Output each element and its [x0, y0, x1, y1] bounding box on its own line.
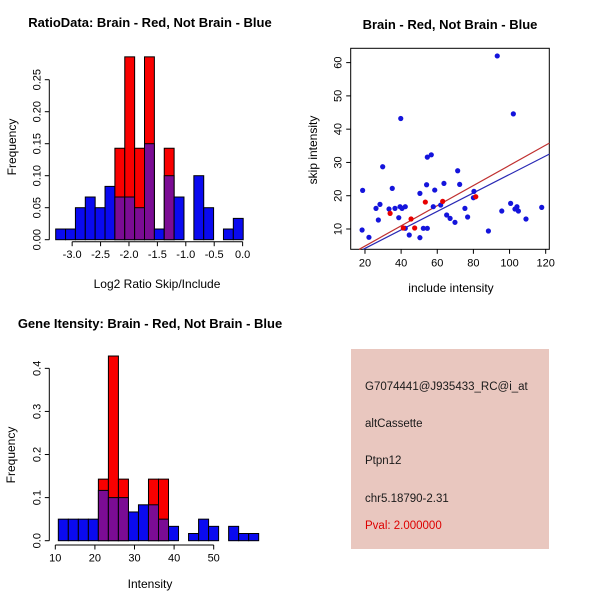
histogram-bar-blue — [233, 218, 243, 239]
scatter-yaxis-label: skip intensity — [306, 115, 320, 185]
axis-tick-label: 30 — [128, 552, 141, 565]
scatter-point-blue — [390, 186, 395, 191]
scatter-point-blue — [452, 220, 457, 225]
scatter-points — [359, 53, 544, 240]
histogram-bar-overlap — [164, 176, 174, 240]
histogram-bar-blue — [189, 534, 199, 541]
gene-info-panel — [300, 300, 600, 600]
histogram-bar-blue — [88, 519, 98, 541]
histogram-bar-overlap — [148, 505, 158, 541]
histogram-bar-blue — [194, 176, 204, 240]
scatter-point-blue — [429, 152, 434, 157]
histogram-bar-overlap — [98, 490, 108, 540]
y-axis — [333, 56, 351, 235]
scatter-point-blue — [495, 53, 500, 58]
axis-tick-label: 100 — [500, 257, 519, 270]
axis-tick-label: 0.10 — [31, 164, 44, 187]
histogram-bar-blue — [169, 526, 179, 540]
splice-type-text: altCassette — [365, 418, 423, 430]
scatter-point-blue — [447, 216, 452, 221]
histogram-bar-blue — [229, 526, 239, 540]
histogram-bar-blue — [78, 519, 88, 541]
scatter-point-blue — [386, 206, 391, 211]
regression-line-blue — [363, 154, 549, 249]
scatter-point-blue — [407, 232, 412, 237]
scatter-point-blue — [360, 188, 365, 193]
pvalue-text: Pval: 2.000000 — [365, 520, 442, 532]
gene-name-text: Ptpn12 — [365, 455, 402, 467]
axis-tick-label: -0.5 — [204, 249, 224, 262]
axis-tick-label: 20 — [358, 257, 372, 270]
y-axis — [31, 69, 49, 250]
axis-tick-label: 80 — [467, 257, 480, 270]
histogram-bar-overlap — [118, 498, 128, 541]
scatter-point-red — [440, 199, 445, 204]
scatter-point-blue — [396, 215, 401, 220]
scatter-point-blue — [380, 164, 385, 169]
scatter-point-blue — [486, 228, 491, 233]
ratio-yaxis-label: Frequency — [5, 118, 19, 176]
axis-tick-label: 0.4 — [31, 360, 44, 376]
scatter-canvas — [333, 48, 555, 269]
histogram-bar-blue — [223, 229, 233, 240]
scatter-point-blue — [417, 191, 422, 196]
axis-tick-label: 10 — [332, 222, 345, 236]
axis-tick-label: -2.5 — [91, 249, 111, 262]
scatter-point-blue — [523, 216, 528, 221]
scatter-point-red — [473, 194, 478, 199]
gene-histogram-plot — [0, 300, 300, 600]
scatter-panel — [300, 0, 600, 300]
histogram-bar-blue — [75, 208, 85, 240]
scatter-point-blue — [465, 214, 470, 219]
axis-tick-label: 0.0 — [234, 249, 251, 262]
histogram-bar-blue — [66, 229, 76, 240]
histogram-bar-blue — [239, 534, 249, 541]
histogram-bar-blue — [199, 519, 209, 541]
scatter-point-blue — [511, 111, 516, 116]
scatter-point-blue — [366, 235, 371, 240]
x-axis — [49, 545, 220, 565]
histogram-bar-overlap — [108, 498, 118, 541]
scatter-point-blue — [441, 181, 446, 186]
scatter-point-red — [423, 199, 428, 204]
axis-tick-label: 0.05 — [31, 196, 44, 219]
gene-yaxis-label: Frequency — [4, 426, 18, 484]
scatter-point-blue — [398, 116, 403, 121]
scatter-xaxis-label: include intensity — [408, 281, 494, 295]
histogram-bar-overlap — [158, 519, 168, 541]
axis-tick-label: 0.20 — [31, 100, 44, 123]
axis-tick-label: -2.0 — [119, 249, 139, 262]
scatter-point-red — [401, 225, 406, 230]
axis-tick-label: 120 — [536, 257, 555, 270]
scatter-point-blue — [508, 201, 513, 206]
scatter-point-blue — [417, 235, 422, 240]
x-axis — [63, 242, 251, 262]
axis-tick-label: 0.00 — [31, 228, 44, 251]
scatter-point-blue — [376, 217, 381, 222]
axis-tick-label: 30 — [332, 156, 345, 169]
scatter-plot — [300, 0, 600, 300]
histogram-bar-blue — [128, 512, 138, 541]
scatter-point-red — [408, 216, 413, 221]
axis-tick-label: 0.1 — [31, 489, 44, 506]
ratio-xaxis-label: Log2 Ratio Skip/Include — [93, 277, 221, 291]
histogram-bar-blue — [68, 519, 78, 541]
histogram-bar-overlap — [115, 197, 125, 240]
scatter-point-blue — [392, 206, 397, 211]
scatter-point-blue — [359, 227, 364, 232]
axis-tick-label: 0.3 — [31, 403, 44, 420]
axis-tick-label: 10 — [49, 552, 62, 565]
ratio-histogram-title: RatioData: Brain - Red, Not Brain - Blue — [28, 15, 272, 30]
histogram-bar-blue — [249, 534, 259, 541]
scatter-point-blue — [516, 208, 521, 213]
axis-tick-label: 60 — [332, 56, 345, 69]
histogram-bar-blue — [154, 229, 164, 240]
scatter-point-blue — [424, 182, 429, 187]
axis-tick-label: 50 — [207, 552, 220, 565]
histogram-bar-blue — [56, 229, 66, 240]
axis-tick-label: 40 — [167, 552, 181, 565]
histogram-bar-blue — [174, 197, 184, 240]
gene-histogram-title: Gene Itensity: Brain - Red, Not Brain - Blue — [17, 316, 283, 331]
histogram-bar-blue — [209, 526, 219, 540]
axis-tick-label: 60 — [431, 257, 444, 270]
gene-histogram-canvas — [31, 356, 258, 564]
scatter-point-blue — [455, 168, 460, 173]
axis-tick-label: 40 — [394, 257, 408, 270]
histogram-bar-blue — [105, 186, 115, 239]
regression-line-red — [359, 143, 549, 249]
ratio-histogram-canvas — [31, 57, 250, 261]
scatter-point-blue — [457, 182, 462, 187]
axis-tick-label: 40 — [332, 123, 345, 136]
histogram-bar-blue — [204, 208, 214, 240]
chromosome-location-text: chr5.18790-2.31 — [365, 493, 449, 505]
scatter-point-blue — [403, 204, 408, 209]
probe-id-text: G7074441@J935433_RC@i_at — [365, 381, 528, 393]
scatter-point-blue — [539, 205, 544, 210]
scatter-point-blue — [499, 208, 504, 213]
axis-tick-label: 0.25 — [31, 68, 44, 91]
ratio-histogram-panel — [0, 0, 300, 300]
scatter-point-blue — [432, 187, 437, 192]
scatter-title: Brain - Red, Not Brain - Blue — [362, 17, 538, 32]
axis-tick-label: -3.0 — [62, 249, 82, 262]
scatter-point-blue — [377, 202, 382, 207]
scatter-point-blue — [373, 206, 378, 211]
axis-tick-label: 20 — [332, 189, 345, 202]
histogram-bar-overlap — [135, 208, 145, 240]
histogram-bar-blue — [85, 197, 95, 240]
gene-info-box — [351, 349, 549, 549]
scatter-point-blue — [471, 189, 476, 194]
axis-tick-label: 0.2 — [31, 446, 44, 463]
histogram-bars — [56, 57, 244, 240]
axis-tick-label: 0.15 — [31, 132, 44, 155]
gene-histogram-panel — [0, 300, 300, 600]
scatter-point-blue — [425, 226, 430, 231]
histogram-bar-blue — [138, 505, 148, 541]
histogram-bar-blue — [58, 519, 68, 541]
scatter-point-red — [412, 225, 417, 230]
y-axis — [31, 361, 49, 549]
axis-tick-label: -1.0 — [176, 249, 196, 262]
ratio-histogram-plot — [0, 0, 300, 300]
histogram-bar-blue — [95, 208, 105, 240]
gene-xaxis-label: Intensity — [127, 577, 173, 591]
axis-tick-label: 0.0 — [31, 533, 44, 549]
histogram-bar-overlap — [125, 197, 135, 240]
axis-tick-label: 50 — [332, 89, 345, 103]
axis-tick-label: 20 — [88, 552, 102, 565]
axis-tick-label: -1.5 — [147, 249, 167, 262]
histogram-bars — [58, 356, 258, 541]
scatter-point-red — [387, 211, 392, 216]
histogram-bar-overlap — [145, 144, 155, 240]
scatter-point-blue — [462, 206, 467, 211]
scatter-point-blue — [431, 204, 436, 209]
x-axis — [359, 249, 555, 269]
